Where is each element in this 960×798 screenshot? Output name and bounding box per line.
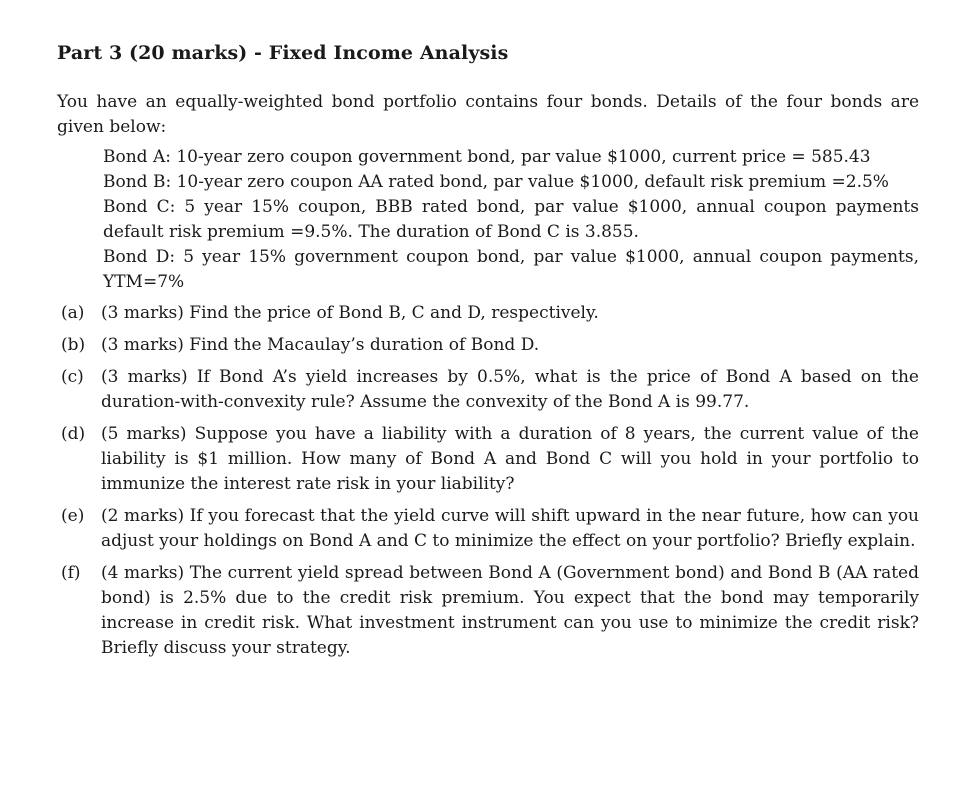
bond-b-details: Bond B: 10-year zero coupon AA rated bond, par value $1000, default risk premium =2.5% (103, 172, 889, 192)
document-page (57, 40, 919, 668)
question-text: (3 marks) Find the Macaulay’s duration of Bond D. (101, 335, 540, 355)
question-b (57, 333, 919, 358)
bond-list (103, 145, 919, 295)
question-text: (3 marks) Find the price of Bond B, C and D, respectively. (101, 303, 599, 323)
bond-c-details: Bond C: 5 year 15% coupon, BBB rated bond, par value $1000, annual coupon payments default risk premium =9.5%. The duration of Bond C is 3.855. (103, 197, 919, 242)
question-f (57, 561, 919, 661)
question-label: (f) (61, 563, 81, 583)
bond-a-details: Bond A: 10-year zero coupon government bond, par value $1000, current price = 585.43 (103, 147, 871, 167)
question-text: (2 marks) If you forecast that the yield curve will shift upward in the near future, how can you adjust your holdings on Bond A and C to minimize the effect on your portfolio? Briefly explain. (101, 506, 919, 551)
question-label: (c) (61, 367, 84, 387)
bond-d-details: Bond D: 5 year 15% government coupon bond, par value $1000, annual coupon payments, YTM=7% (103, 247, 919, 292)
question-label: (b) (61, 335, 86, 355)
question-a (57, 301, 919, 326)
section-heading: Part 3 (20 marks) - Fixed Income Analysis (57, 42, 509, 64)
question-c (57, 365, 919, 415)
question-e (57, 504, 919, 554)
question-label: (d) (61, 424, 86, 444)
question-text: (5 marks) Suppose you have a liability with a duration of 8 years, the current value of the liability is $1 million. How many of Bond A and Bond C will you hold in your portfolio to immunize the interest rate risk in your liability? (101, 424, 919, 494)
question-label: (a) (61, 303, 85, 323)
intro-paragraph: You have an equally-weighted bond portfolio contains four bonds. Details of the four bonds are given below: (57, 92, 919, 137)
question-label: (e) (61, 506, 85, 526)
question-d (57, 422, 919, 497)
question-text: (3 marks) If Bond A’s yield increases by 0.5%, what is the price of Bond A based on the duration-with-convexity rule? Assume the convexity of the Bond A is 99.77. (101, 367, 919, 412)
question-text: (4 marks) The current yield spread between Bond A (Government bond) and Bond B (AA rated bond) is 2.5% due to the credit risk premium. You expect that the bond may temporarily increase in credit risk. What investment instrument can you use to minimize the credit risk? Briefly discuss your strategy. (101, 563, 919, 658)
question-list (57, 301, 919, 661)
